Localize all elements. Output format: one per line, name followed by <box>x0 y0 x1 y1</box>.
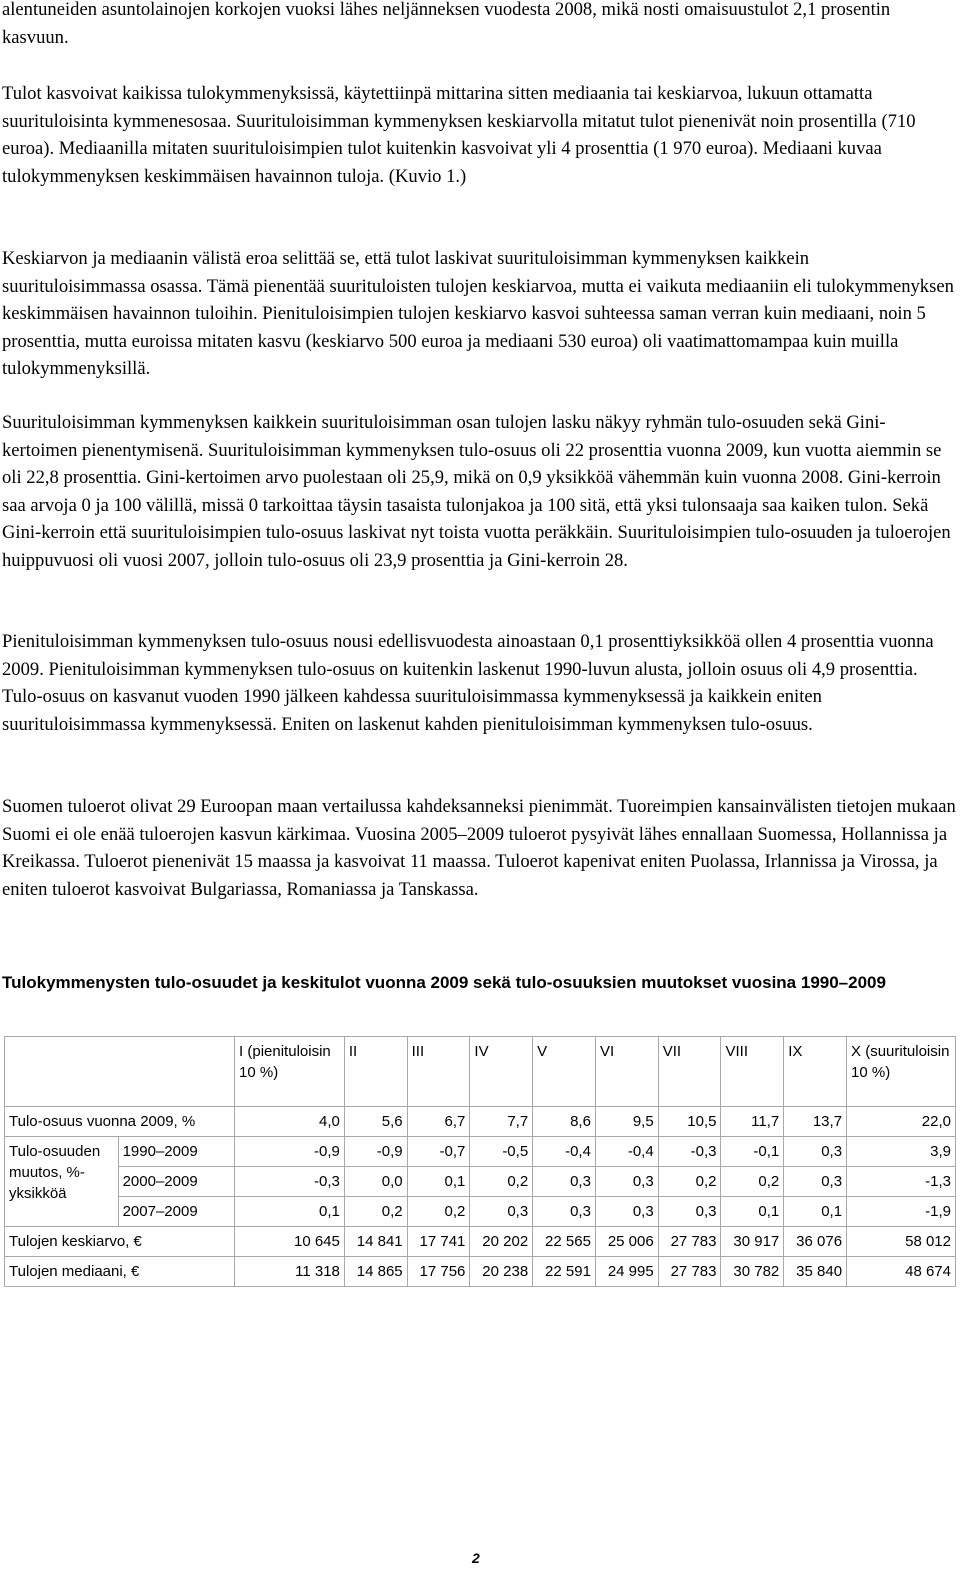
table-cell: 36 076 <box>784 1227 847 1257</box>
paragraph-3: Keskiarvon ja mediaanin välistä eroa selittää se, että tulot laskivat suurituloisimman kymmenyksen kaikkein suurituloisimmassa osassa. Tämä pienentää suurituloisten tulojen keskiarvoa, mutta ei vaikuta mediaaniin eli tulokymmenyksen keskimmäisen havainnon tuloihin. Pienituloisimpien tulojen keskiarvo kasvoi suhteessa saman verran kuin mediaani, noin 5 prosenttia, mutta euroissa mitaten kasvu (keskiarvo 500 euroa ja mediaani 530 euroa) oli vaatimattomampaa kuin muilla tulokymmenyksillä. <box>2 248 954 379</box>
table-row-change-2000 <box>5 1167 956 1197</box>
table-row-share <box>5 1107 956 1137</box>
paragraph-2: Tulot kasvoivat kaikissa tulokymmenyksissä, käytettiinpä mittarina sitten mediaania tai keskiarvoa, lukuun ottamatta suurituloisinta kymmenesosaa. Suurituloisimman kymmenyksen keskiarvolla mitatut tulot pienenivät noin prosentilla (710 euroa). Mediaanilla mitaten suurituloisimpien tulot kuitenkin kasvoivat yli 4 prosenttia (1 970 euroa). Mediaani kuvaa tulokymmenyksen keskimmäisen havainnon tuloja. (Kuvio 1.) <box>2 83 916 187</box>
table-cell: -1,9 <box>847 1197 956 1227</box>
table-row-change-1990 <box>5 1137 956 1167</box>
table-cell: 0,3 <box>784 1167 847 1197</box>
column-header: VI <box>595 1037 658 1107</box>
table-cell: 10 645 <box>235 1227 345 1257</box>
row-label-median: Tulojen mediaani, € <box>5 1257 235 1287</box>
row-label-change: Tulo-osuuden muutos, %-yksikköä <box>5 1137 119 1227</box>
income-decile-table <box>4 1036 956 1287</box>
paragraph-4: Suurituloisimman kymmenyksen kaikkein suurituloisimman osan tulojen lasku näkyy ryhmän tulo-osuuden sekä Gini-kertoimen pienentymisenä. Suurituloisimman kymmenyksen tulo-osuus oli 22 prosenttia vuonna 2009, kun vuotta aiemmin se oli 22,8 prosenttia. Gini-kertoimen arvo puolestaan oli 25,9, mikä on 0,9 yksikköä vähemmän kuin vuonna 2008. Gini-kerroin saa arvoja 0 ja 100 välillä, missä 0 tarkoittaa täysin tasaista tulonjakoa ja 100 sitä, että yksi tulonsaaja saa kaiken tulon. Sekä Gini-kerroin että suurituloisimpien tulo-osuus laskivat nyt toista vuotta peräkkäin. Suurituloisimpien tulo-osuuden ja tuloerojen huippuvuosi oli vuosi 2007, jolloin tulo-osuus oli 23,9 prosenttia ja Gini-kerroin 28. <box>2 412 951 571</box>
table-cell: 0,2 <box>470 1167 533 1197</box>
column-header: V <box>533 1037 596 1107</box>
table-cell: 6,7 <box>407 1107 470 1137</box>
column-header: I (pienituloisin 10 %) <box>235 1037 345 1107</box>
table-cell: -0,3 <box>658 1137 721 1167</box>
table-cell: 0,2 <box>721 1167 784 1197</box>
table-cell: 0,1 <box>721 1197 784 1227</box>
table-cell: -0,7 <box>407 1137 470 1167</box>
table-cell: -0,5 <box>470 1137 533 1167</box>
table-row-mean <box>5 1227 956 1257</box>
column-header: IX <box>784 1037 847 1107</box>
period-label: 1990–2009 <box>118 1137 234 1167</box>
table-cell: 0,3 <box>470 1197 533 1227</box>
header-corner-cell <box>5 1037 235 1107</box>
table-cell: 35 840 <box>784 1257 847 1287</box>
table-title: Tulokymmenysten tulo-osuudet ja keskitulot vuonna 2009 sekä tulo-osuuksien muutokset vuosina 1990–2009 <box>2 973 886 992</box>
page-number: 2 <box>472 1550 480 1566</box>
period-label: 2007–2009 <box>118 1197 234 1227</box>
table-cell: 30 782 <box>721 1257 784 1287</box>
table-cell: 0,3 <box>784 1137 847 1167</box>
paragraph-5: Pienituloisimman kymmenyksen tulo-osuus nousi edellisvuodesta ainoastaan 0,1 prosenttiyksikköä ollen 4 prosenttia vuonna 2009. Pienituloisimman kymmenyksen tulo-osuus on kuitenkin laskenut 1990-luvun alusta, jolloin osuus oli 4,9 prosenttia. Tulo-osuus on kasvanut vuoden 1990 jälkeen kahdessa suurituloisimmassa kymmenyksessä ja kaikkein eniten suurituloisimmassa kymmenyksessä. Eniten on laskenut kahden pienituloisimman kymmenyksen tulo-osuus. <box>2 631 934 735</box>
table-cell: -0,1 <box>721 1137 784 1167</box>
table-cell: 4,0 <box>235 1107 345 1137</box>
table-cell: 0,3 <box>658 1197 721 1227</box>
table-cell: 27 783 <box>658 1257 721 1287</box>
row-label-share: Tulo-osuus vuonna 2009, % <box>5 1107 235 1137</box>
row-label-mean: Tulojen keskiarvo, € <box>5 1227 235 1257</box>
column-header: VII <box>658 1037 721 1107</box>
table-cell: 0,2 <box>658 1167 721 1197</box>
table-cell: 48 674 <box>847 1257 956 1287</box>
table-header-row <box>5 1037 956 1107</box>
table-row-change-2007 <box>5 1197 956 1227</box>
table-cell: 3,9 <box>847 1137 956 1167</box>
table-cell: -0,4 <box>595 1137 658 1167</box>
paragraph-6: Suomen tuloerot olivat 29 Euroopan maan vertailussa kahdeksanneksi pienimmät. Tuoreimpien kansainvälisten tietojen mukaan Suomi ei ole enää tuloerojen kasvun kärkimaa. Vuosina 2005–2009 tuloerot pysyivät lähes ennallaan Suomessa, Hollannissa ja Kreikassa. Tuloerot pienenivät 15 maassa ja kasvoivat 11 maassa. Tuloerot kapenivat eniten Puolassa, Irlannissa ja Virossa, ja eniten tuloerot kasvoivat Bulgariassa, Romaniassa ja Tanskassa. <box>2 796 956 900</box>
table-cell: 7,7 <box>470 1107 533 1137</box>
table-cell: 0,3 <box>533 1167 596 1197</box>
table-cell: 0,1 <box>407 1167 470 1197</box>
table-cell: 14 841 <box>344 1227 407 1257</box>
column-header: VIII <box>721 1037 784 1107</box>
table-cell: 22 591 <box>533 1257 596 1287</box>
table-cell: 0,1 <box>235 1197 345 1227</box>
table-cell: -0,4 <box>533 1137 596 1167</box>
paragraph-1: alentuneiden asuntolainojen korkojen vuoksi lähes neljänneksen vuodesta 2008, mikä nosti omaisuustulot 2,1 prosentin kasvuun. <box>2 0 891 48</box>
table-cell: 13,7 <box>784 1107 847 1137</box>
table-cell: 20 238 <box>470 1257 533 1287</box>
table-cell: 9,5 <box>595 1107 658 1137</box>
table-cell: 0,3 <box>533 1197 596 1227</box>
table-cell: -0,9 <box>235 1137 345 1167</box>
table-cell: 30 917 <box>721 1227 784 1257</box>
column-header: II <box>344 1037 407 1107</box>
table-cell: 0,2 <box>344 1197 407 1227</box>
table-cell: -0,3 <box>235 1167 345 1197</box>
table-cell: 0,1 <box>784 1197 847 1227</box>
column-header: III <box>407 1037 470 1107</box>
table-cell: -1,3 <box>847 1167 956 1197</box>
period-label: 2000–2009 <box>118 1167 234 1197</box>
column-header: X (suurituloisin 10 %) <box>847 1037 956 1107</box>
table-cell: 5,6 <box>344 1107 407 1137</box>
table-cell: 0,2 <box>407 1197 470 1227</box>
table-cell: 24 995 <box>595 1257 658 1287</box>
table-cell: -0,9 <box>344 1137 407 1167</box>
column-header: IV <box>470 1037 533 1107</box>
table-cell: 10,5 <box>658 1107 721 1137</box>
table-cell: 20 202 <box>470 1227 533 1257</box>
table-cell: 22,0 <box>847 1107 956 1137</box>
table-cell: 0,0 <box>344 1167 407 1197</box>
table-row-median <box>5 1257 956 1287</box>
table-cell: 27 783 <box>658 1227 721 1257</box>
table-cell: 11,7 <box>721 1107 784 1137</box>
table-cell: 14 865 <box>344 1257 407 1287</box>
table-cell: 58 012 <box>847 1227 956 1257</box>
table-cell: 22 565 <box>533 1227 596 1257</box>
table-cell: 17 741 <box>407 1227 470 1257</box>
table-cell: 8,6 <box>533 1107 596 1137</box>
table-cell: 0,3 <box>595 1167 658 1197</box>
table-cell: 11 318 <box>235 1257 345 1287</box>
table-cell: 0,3 <box>595 1197 658 1227</box>
table-cell: 17 756 <box>407 1257 470 1287</box>
table-cell: 25 006 <box>595 1227 658 1257</box>
